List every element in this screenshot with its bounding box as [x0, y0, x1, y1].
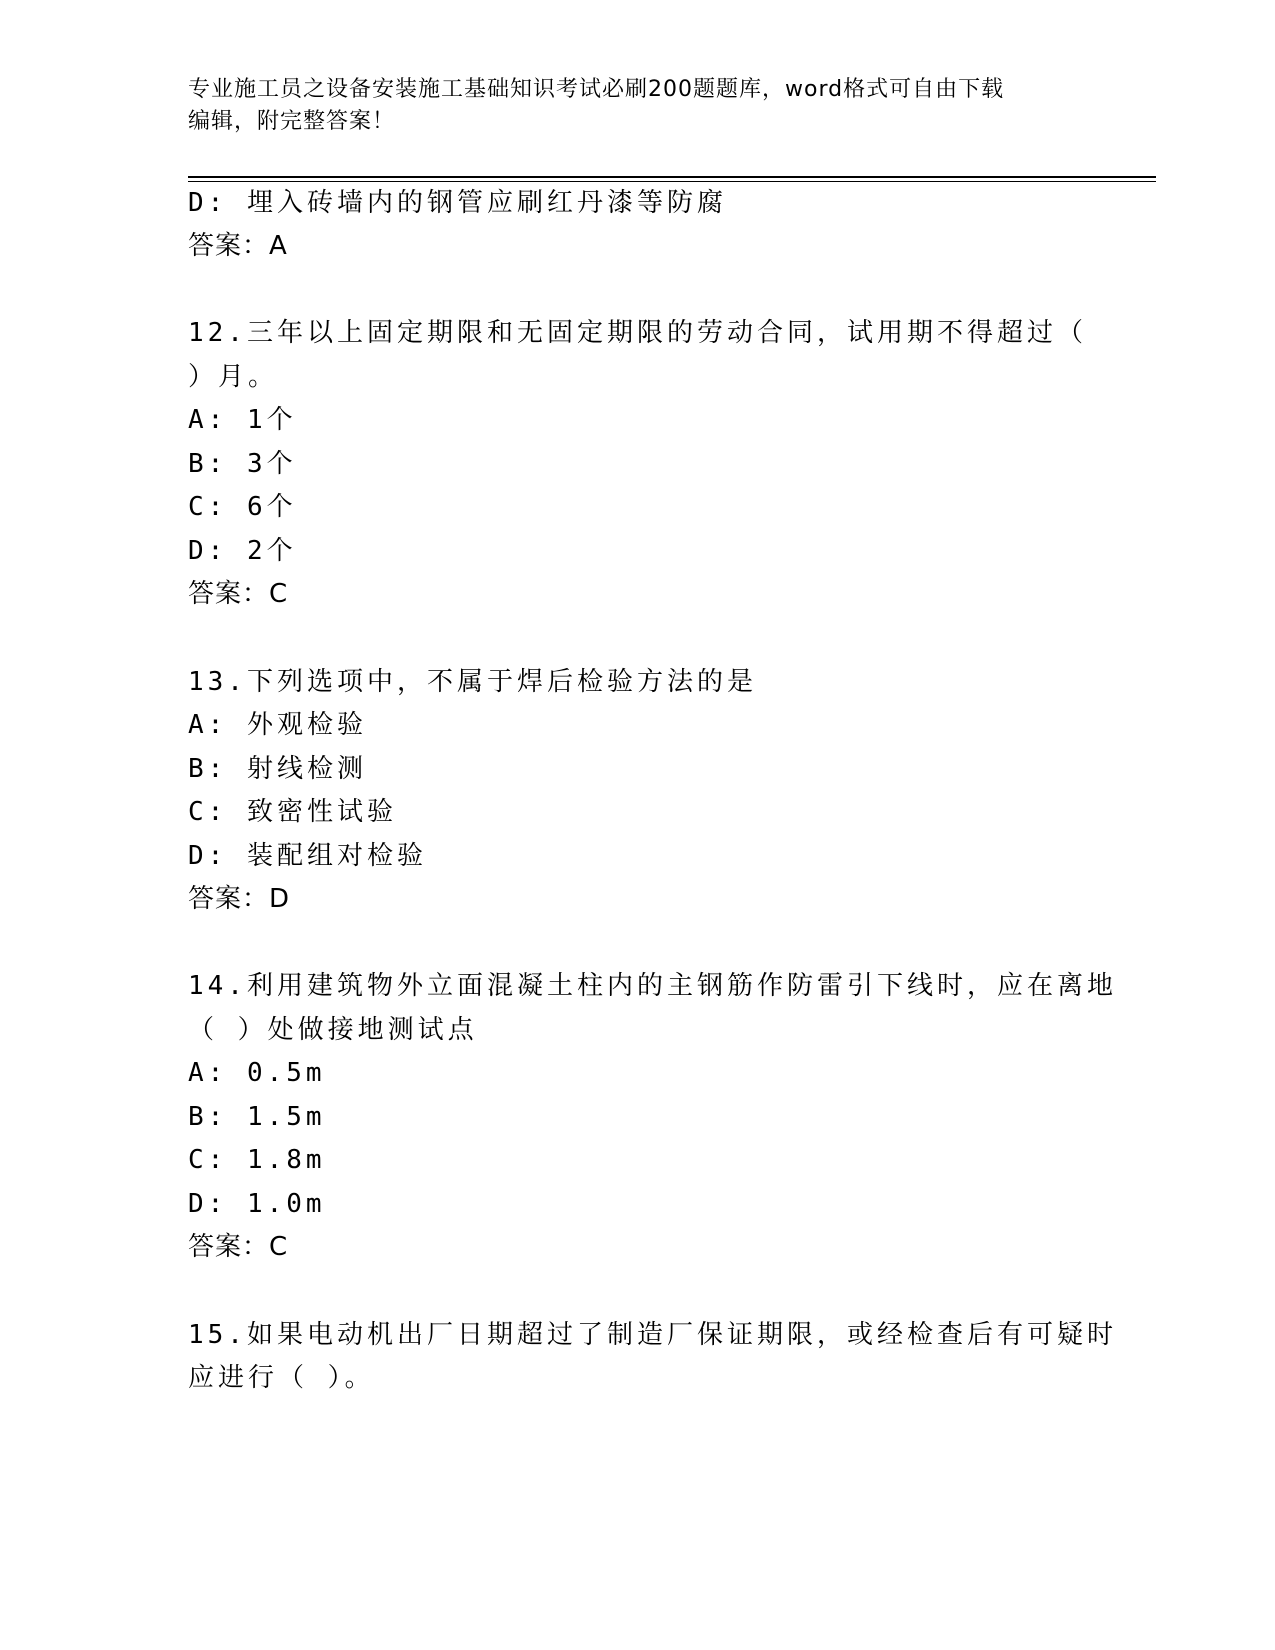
question-13-stem-line-1: 13.下列选项中，不属于焊后检验方法的是: [188, 667, 757, 697]
question-12-option-b: B: 3个: [188, 449, 297, 479]
document-header: [188, 74, 1088, 138]
question-13-answer: 答案：D: [188, 884, 291, 914]
header-title-line-1: 专业施工员之设备安装施工基础知识考试必刷200题题库，word格式可自由下载: [188, 77, 1005, 102]
question-13-option-a: A: 外观检验: [188, 710, 367, 740]
header-title-line-2: 编辑，附完整答案！: [188, 109, 396, 134]
question-15-stem-line-1: 15.如果电动机出厂日期超过了制造厂保证期限，或经检查后有可疑时: [188, 1320, 1117, 1350]
question-12-option-c: C: 6个: [188, 492, 297, 522]
question-14-option-b: B: 1.5m: [188, 1102, 326, 1132]
question-14-option-c: C: 1.8m: [188, 1145, 326, 1175]
header-rule-thick: [188, 176, 1156, 178]
question-13-option-d: D: 装配组对检验: [188, 841, 427, 871]
question-13-option-b: B: 射线检测: [188, 754, 367, 784]
question-14-stem-line-1: 14.利用建筑物外立面混凝土柱内的主钢筋作防雷引下线时，应在离地: [188, 971, 1117, 1001]
prev-question-option-d: D: 埋入砖墙内的钢管应刷红丹漆等防腐: [188, 188, 727, 218]
question-12-stem-line-2: ）月。: [188, 362, 279, 392]
question-14-stem-line-2: （ ）处做接地测试点: [188, 1015, 478, 1045]
question-12-answer: 答案：C: [188, 579, 289, 609]
question-12-option-a: A: 1个: [188, 405, 297, 435]
question-12-stem-line-1: 12.三年以上固定期限和无固定期限的劳动合同，试用期不得超过（: [188, 318, 1087, 348]
question-15-stem-line-2: 应进行（ ）。: [188, 1363, 375, 1393]
question-14-option-d: D: 1.0m: [188, 1189, 326, 1219]
question-14-option-a: A: 0.5m: [188, 1058, 326, 1088]
prev-question-answer: 答案：A: [188, 231, 288, 261]
header-rule-thin: [188, 181, 1156, 182]
question-14-answer: 答案：C: [188, 1232, 289, 1262]
question-12-option-d: D: 2个: [188, 536, 297, 566]
question-13-option-c: C: 致密性试验: [188, 797, 397, 827]
